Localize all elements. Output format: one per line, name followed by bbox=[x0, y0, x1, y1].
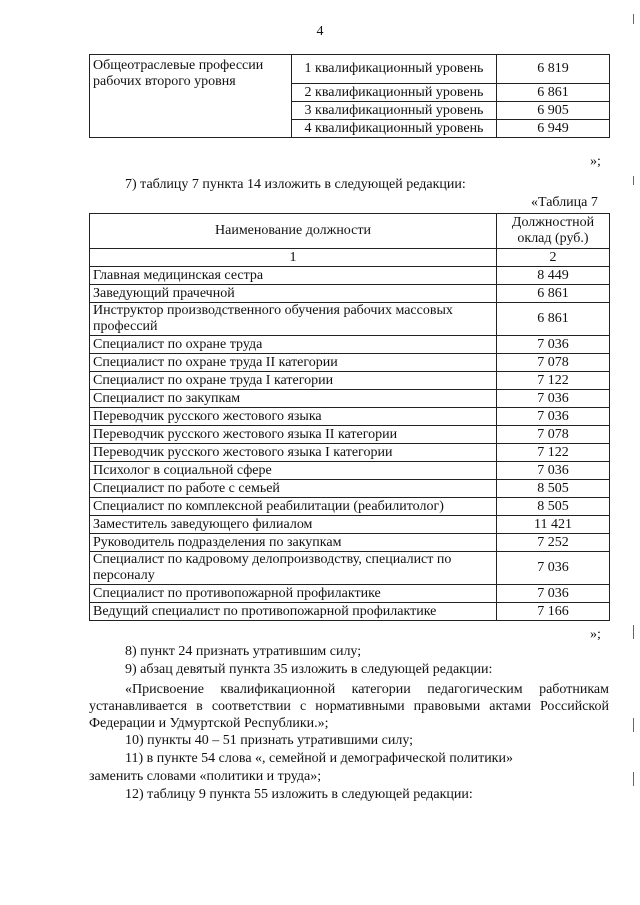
paragraph-10: 10) пункты 40 – 51 признать утратившими силу; bbox=[125, 733, 414, 748]
table-row bbox=[90, 585, 610, 603]
table-row bbox=[90, 303, 610, 336]
edge-mark bbox=[633, 176, 634, 185]
table-row bbox=[90, 354, 610, 372]
salary-value: 7 078 bbox=[497, 354, 610, 372]
position-name: Переводчик русского жестового языка I категории bbox=[90, 444, 497, 462]
position-name: Руководитель подразделения по закупкам bbox=[90, 534, 497, 552]
paragraph-11-line-2: заменить словами «политики и труда»; bbox=[89, 769, 322, 784]
position-name: Ведущий специалист по противопожарной профилактике bbox=[90, 603, 497, 621]
position-name: Главная медицинская сестра bbox=[90, 267, 497, 285]
column-number-row bbox=[90, 249, 610, 267]
salary-value: 7 036 bbox=[497, 462, 610, 480]
qualification-level: 2 квалификационный уровень bbox=[292, 84, 497, 102]
position-name: Специалист по комплексной реабилитации (реабилитолог) bbox=[90, 498, 497, 516]
salary-value: 6 905 bbox=[497, 102, 610, 120]
position-name: Психолог в социальной сфере bbox=[90, 462, 497, 480]
salary-value: 6 861 bbox=[497, 285, 610, 303]
edge-mark bbox=[633, 14, 634, 24]
salary-value: 7 036 bbox=[497, 552, 610, 585]
position-name: Заместитель заведующего филиалом bbox=[90, 516, 497, 534]
column-header-salary: Должностной оклад (руб.) bbox=[497, 214, 610, 249]
salary-value: 7 122 bbox=[497, 444, 610, 462]
quote-closing: »; bbox=[590, 154, 601, 169]
table-row bbox=[90, 285, 610, 303]
position-name: Заведующий прачечной bbox=[90, 285, 497, 303]
table-row bbox=[90, 336, 610, 354]
salary-value: 6 861 bbox=[497, 84, 610, 102]
salary-value: 8 505 bbox=[497, 498, 610, 516]
profession-levels-table bbox=[89, 54, 610, 138]
table-row bbox=[90, 498, 610, 516]
table-row bbox=[90, 426, 610, 444]
table-row bbox=[90, 444, 610, 462]
paragraph-9-quote: «Присвоение квалификационной категории педагогическим работникам устанавливается в соответствии с нормативными правовыми актами Российской Федерации и Удмуртской Республики.»; bbox=[89, 682, 609, 731]
salary-value: 7 166 bbox=[497, 603, 610, 621]
page-number: 4 bbox=[316, 24, 324, 39]
salary-value: 6 861 bbox=[497, 303, 610, 336]
position-name: Специалист по кадровому делопроизводству, специалист по персоналу bbox=[90, 552, 497, 585]
position-name: Специалист по охране труда bbox=[90, 336, 497, 354]
table-row bbox=[90, 408, 610, 426]
salary-value: 6 819 bbox=[497, 55, 610, 84]
position-name: Инструктор производственного обучения рабочих массовых профессий bbox=[90, 303, 497, 336]
table-caption: «Таблица 7 bbox=[531, 195, 598, 210]
column-number: 2 bbox=[497, 249, 610, 267]
salary-value: 7 078 bbox=[497, 426, 610, 444]
salary-value: 7 252 bbox=[497, 534, 610, 552]
salary-value: 8 505 bbox=[497, 480, 610, 498]
edge-mark bbox=[633, 772, 634, 786]
table-row bbox=[90, 390, 610, 408]
salary-value: 6 949 bbox=[497, 120, 610, 138]
table-row bbox=[90, 603, 610, 621]
qualification-level: 3 квалификационный уровень bbox=[292, 102, 497, 120]
position-name: Специалист по охране труда II категории bbox=[90, 354, 497, 372]
table-row bbox=[90, 552, 610, 585]
salary-value: 11 421 bbox=[497, 516, 610, 534]
table-row bbox=[90, 55, 610, 84]
item-7-text: 7) таблицу 7 пункта 14 изложить в следующей редакции: bbox=[125, 177, 466, 192]
table-row bbox=[90, 462, 610, 480]
salary-table bbox=[89, 213, 610, 621]
table-row bbox=[90, 534, 610, 552]
paragraph-12: 12) таблицу 9 пункта 55 изложить в следующей редакции: bbox=[125, 787, 473, 802]
column-number: 1 bbox=[90, 249, 497, 267]
paragraph-9: 9) абзац девятый пункта 35 изложить в следующей редакции: bbox=[125, 662, 493, 677]
column-header-name: Наименование должности bbox=[90, 214, 497, 249]
position-name: Переводчик русского жестового языка bbox=[90, 408, 497, 426]
salary-value: 7 122 bbox=[497, 372, 610, 390]
profession-group-name: Общеотраслевые профессии рабочих второго уровня bbox=[90, 55, 292, 138]
table-row bbox=[90, 267, 610, 285]
paragraph-11-line-1: 11) в пункте 54 слова «, семейной и демографической политики» bbox=[125, 751, 513, 766]
salary-value: 7 036 bbox=[497, 336, 610, 354]
salary-value: 7 036 bbox=[497, 408, 610, 426]
position-name: Специалист по охране труда I категории bbox=[90, 372, 497, 390]
table-row bbox=[90, 372, 610, 390]
edge-mark bbox=[633, 625, 634, 639]
paragraph-8: 8) пункт 24 признать утратившим силу; bbox=[125, 644, 362, 659]
qualification-level: 4 квалификационный уровень bbox=[292, 120, 497, 138]
position-name: Специалист по закупкам bbox=[90, 390, 497, 408]
salary-value: 8 449 bbox=[497, 267, 610, 285]
table-row bbox=[90, 480, 610, 498]
edge-mark bbox=[633, 718, 634, 732]
qualification-level: 1 квалификационный уровень bbox=[292, 55, 497, 84]
position-name: Специалист по противопожарной профилактике bbox=[90, 585, 497, 603]
table-row bbox=[90, 516, 610, 534]
salary-value: 7 036 bbox=[497, 390, 610, 408]
quote-closing: »; bbox=[590, 627, 601, 642]
salary-value: 7 036 bbox=[497, 585, 610, 603]
position-name: Переводчик русского жестового языка II категории bbox=[90, 426, 497, 444]
table-header-row bbox=[90, 214, 610, 249]
position-name: Специалист по работе с семьей bbox=[90, 480, 497, 498]
